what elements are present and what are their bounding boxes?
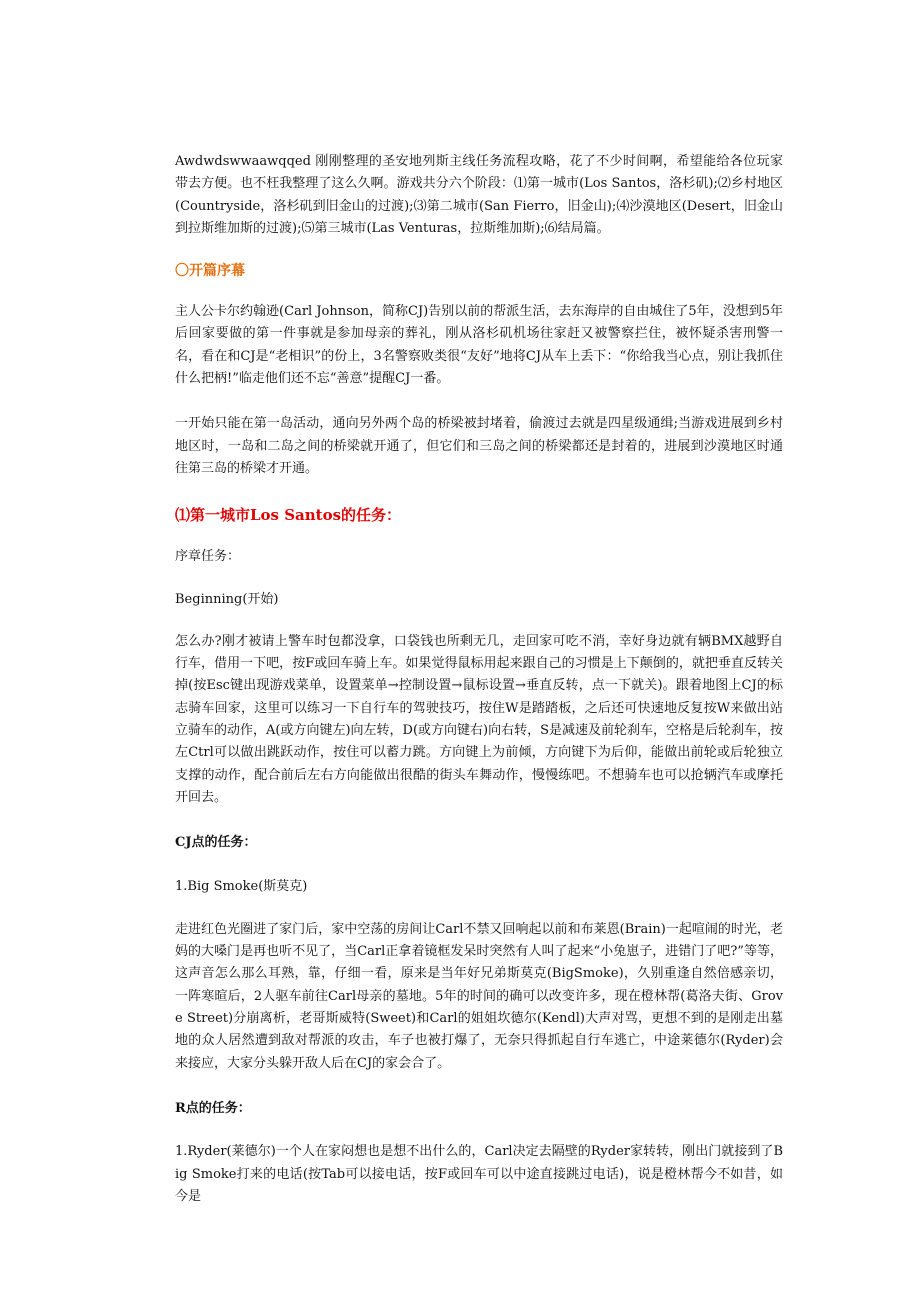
document-page: [175, 151, 783, 1208]
prologue-paragraph-1: 主人公卡尔约翰逊(Carl Johnson，简称CJ)告别以前的帮派生活，去东海岸的自由城住了5年，没想到5年后回家要做的第一件事就是参加母亲的葬礼，刚从洛杉矶机场往家赶又被警察拦住，被怀疑杀害刑警一名，看在和CJ是“老相识”的份上，3名警察败类很“友好”地将CJ从车上丢下：“你给我当心点，别让我抓住什么把柄!”临走他们还不忘“善意”提醒CJ一番。: [175, 304, 783, 387]
prologue-heading: 〇开篇序幕: [175, 263, 245, 280]
intro-paragraph: Awdwdswwaawqqed 刚刚整理的圣安地列斯主线任务流程攻略，花了不少时间啊，希望能给各位玩家带去方便。也不枉我整理了这么久啊。游戏共分六个阶段：⑴第一城市(Los Santos，洛杉矶);⑵乡村地区(Countryside，洛杉矶到旧金山的过渡);⑶第二城市(San Fierro，旧金山);⑷沙漠地区(Desert，旧金山到拉斯维加斯的过渡);⑸第三城市(Las Venturas，拉斯维加斯);⑹结局篇。: [175, 154, 783, 236]
bigsmoke-body: 走进红色光圈进了家门后，家中空荡的房间让Carl不禁又回响起以前和布莱恩(Brain)一起喧闹的时光，老妈的大嗓门是再也听不见了，当Carl正拿着镜框发呆时突然有人叫了起来“小兔崽子，进错门了吧?”等等，这声音怎么那么耳熟，靠，仔细一看，原来是当年好兄弟斯莫克(BigSmoke)，久别重逢自然倍感亲切，一阵寒暄后，2人驱车前往Carl母亲的墓地。5年的时间的确可以改变许多，现在橙林帮(葛洛夫街、Grove Street)分崩离析，老哥斯威特(Sweet)和Carl的姐姐坎德尔(Kendl)大声对骂，更想不到的是刚走出墓地的众人居然遭到敌对帮派的攻击，车子也被打爆了，无奈只得抓起自行车逃亡，中途莱德尔(Ryder)会来接应，大家分头躲开敌人后在CJ的家会合了。: [175, 921, 783, 1071]
beginning-body: 怎么办?刚才被请上警车时包都没拿，口袋钱也所剩无几，走回家可吃不消，幸好身边就有辆BMX越野自行车，借用一下吧，按F或回车骑上车。如果觉得鼠标用起来跟自己的习惯是上下颠倒的，就把垂直反转关掉(按Esc键出现游戏菜单，设置菜单→控制设置→鼠标设置→垂直反转，点一下就关)。跟着地图上CJ的标志骑车回家，这里可以练习一下自行车的驾驶技巧，按住W是踏踏板，之后还可快速地反复按W来做出站立骑车的动作，A(或方向键左)向左转，D(或方向键右)向右转，S是减速及前轮刹车，空格是后轮刹车，按左Ctrl可以做出跳跃动作，按住可以蓄力跳。方向键上为前倾，方向键下为后仰，能做出前轮或后轮独立支撑的动作，配合前后左右方向能做出很酷的街头车舞动作，慢慢练吧。不想骑车也可以抢辆汽车或摩托开回去。: [175, 633, 784, 805]
prologue-paragraph-2: 一开始只能在第一岛活动，通向另外两个岛的桥梁被封堵着，偷渡过去就是四星级通缉;当游戏进展到乡村地区时，一岛和二岛之间的桥梁就开通了，但它们和三岛之间的桥梁都还是封着的，进展到沙漠地区时通往第三岛的桥梁才开通。: [175, 416, 783, 476]
bigsmoke-title: 1.Big Smoke(斯莫克): [175, 878, 308, 894]
ryder-body: 1.Ryder(莱德尔)一个人在家闷想也是想不出什么的，Carl决定去隔壁的Ryder家转转，刚出门就接到了Big Smoke打来的电话(按Tab可以接电话，按F或回车可以中途直接跳过电话)，说是橙林帮今不如昔，如今是: [175, 1144, 783, 1204]
cj-missions-heading: CJ点的任务：: [175, 835, 257, 851]
city1-heading: ⑴第一城市Los Santos的任务：: [175, 506, 402, 525]
beginning-title: Beginning(开始): [175, 591, 279, 607]
prologue-missions-label: 序章任务：: [175, 549, 241, 565]
r-missions-heading: R点的任务：: [175, 1100, 251, 1116]
